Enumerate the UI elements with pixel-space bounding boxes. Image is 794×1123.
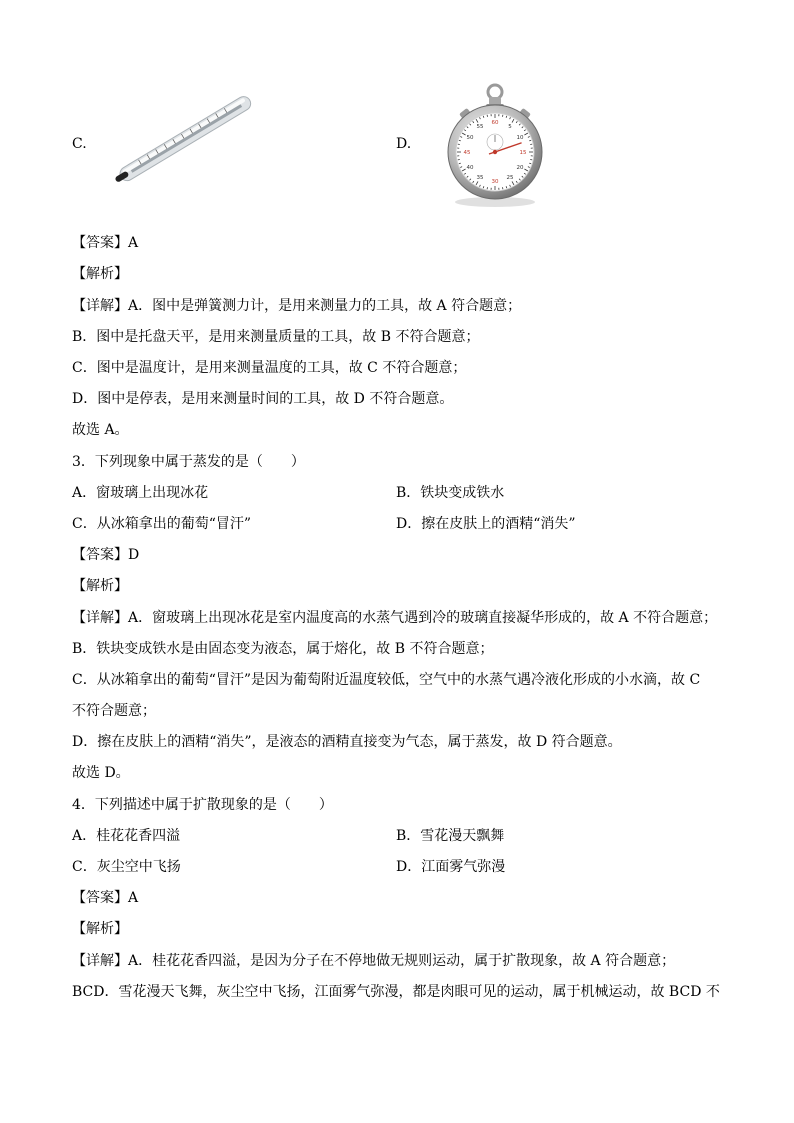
q3-analysis-heading: 【解析】 (72, 578, 128, 594)
q2-detail-a: 【详解】A．图中是弹簧测力计，是用来测量力的工具，故 A 符合题意； (72, 298, 522, 314)
q4-option-a: A．桂花花香四溢 (72, 828, 181, 844)
q3-detail-c-line1: C．从冰箱拿出的葡萄“冒汗”是因为葡萄附近温度较低，空气中的水蒸气遇冷液化形成的小水滴，故 C (72, 672, 701, 688)
stopwatch-image (440, 80, 550, 210)
q3-detail-b: B．铁块变成铁水是由固态变为液态，属于熔化，故 B 不符合题意； (72, 641, 494, 657)
dial-label-50: 50 (466, 135, 474, 141)
q3-option-a: A．窗玻璃上出现冰花 (72, 485, 209, 501)
q4-detail-a: 【详解】A．桂花花香四溢，是因为分子在不停地做无规则运动，属于扩散现象，故 A 符合题意； (72, 953, 676, 969)
q4-analysis-heading: 【解析】 (72, 921, 128, 937)
q3-answer: 【答案】D (72, 547, 140, 563)
dial-label-40: 40 (466, 165, 474, 171)
q4-option-d: D．江面雾气弥漫 (396, 859, 506, 875)
dial-label-55: 55 (476, 124, 484, 130)
dial-label-35: 35 (476, 175, 484, 181)
q4-detail-bcd: BCD．雪花漫天飞舞，灰尘空中飞扬，江面雾气弥漫，都是肉眼可见的运动，属于机械运动，故 BCD 不 (72, 984, 720, 1000)
thermometer-image (105, 92, 265, 188)
dial-label-10: 10 (516, 135, 524, 141)
q2-detail-d: D．图中是停表，是用来测量时间的工具，故 D 不符合题意。 (72, 391, 454, 407)
q2-answer: 【答案】A (72, 235, 139, 251)
dial-label-60: 60 (491, 120, 499, 126)
figure-c-label: C. (72, 136, 87, 152)
dial-label-5: 5 (508, 124, 512, 130)
dial-label-30: 30 (491, 179, 499, 185)
q2-detail-c: C．图中是温度计，是用来测量温度的工具，故 C 不符合题意； (72, 360, 467, 376)
figure-d-label: D. (396, 136, 412, 152)
q4-option-c: C．灰尘空中飞扬 (72, 859, 181, 875)
dial-label-25: 25 (506, 175, 514, 181)
q2-analysis-heading: 【解析】 (72, 266, 128, 282)
q3-option-c: C．从冰箱拿出的葡萄“冒汗” (72, 516, 252, 532)
q3-detail-c-line2: 不符合题意； (72, 703, 156, 719)
q3-detail-d: D．擦在皮肤上的酒精“消失”，是液态的酒精直接变为气态，属于蒸发，故 D 符合题意。 (72, 734, 622, 750)
q3-option-d: D．擦在皮肤上的酒精“消失” (396, 516, 576, 532)
q3-option-b: B．铁块变成铁水 (396, 485, 505, 501)
q4-stem: 4．下列描述中属于扩散现象的是（ ） (72, 797, 333, 813)
dial-label-45: 45 (463, 150, 471, 156)
dial-label-20: 20 (516, 165, 524, 171)
q3-stem: 3．下列现象中属于蒸发的是（ ） (72, 454, 305, 470)
q2-conclusion: 故选 A。 (72, 422, 129, 438)
q4-answer: 【答案】A (72, 890, 139, 906)
q4-option-b: B．雪花漫天飘舞 (396, 828, 505, 844)
q3-conclusion: 故选 D。 (72, 765, 130, 781)
q2-detail-b: B．图中是托盘天平，是用来测量质量的工具，故 B 不符合题意； (72, 329, 480, 345)
q3-detail-a: 【详解】A．窗玻璃上出现冰花是室内温度高的水蒸气遇到冷的玻璃直接凝华形成的，故 A 不符合题意； (72, 610, 718, 626)
dial-label-15: 15 (519, 150, 527, 156)
